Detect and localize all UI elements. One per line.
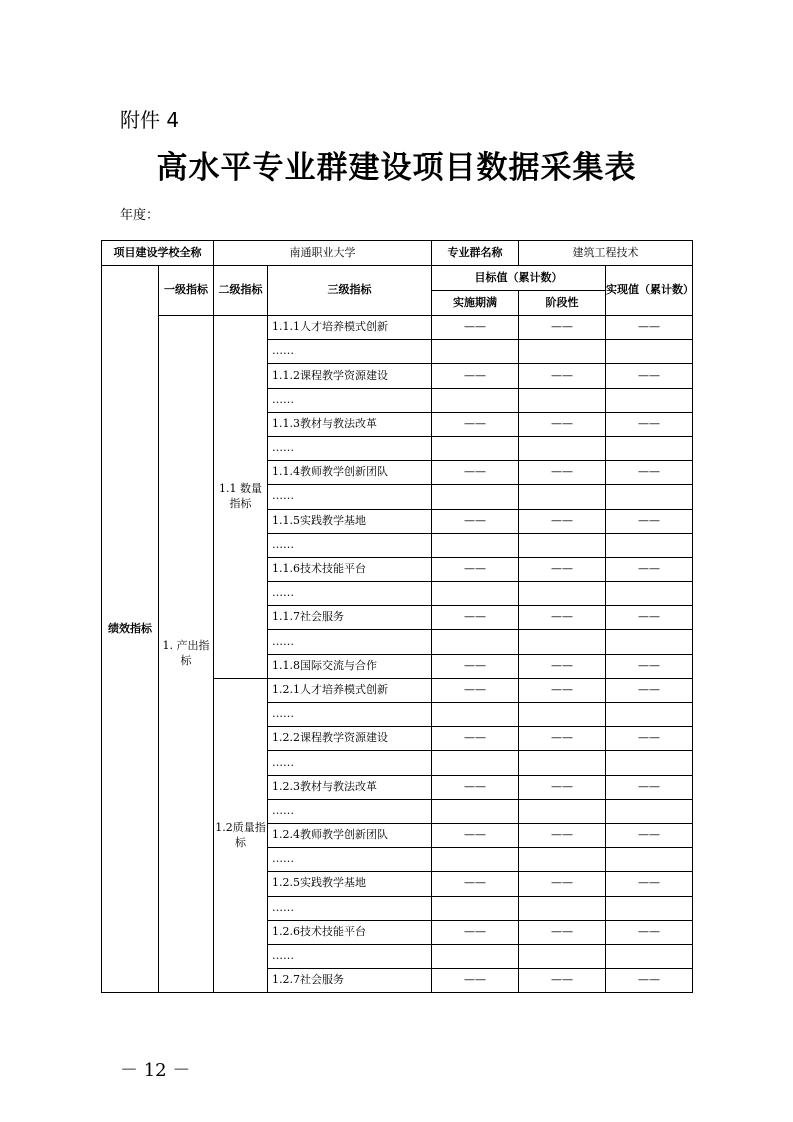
empty-cell: [432, 582, 519, 606]
empty-cell: [519, 799, 606, 823]
empty-cell: [519, 944, 606, 968]
actual-cell: ——: [606, 606, 693, 630]
actual-cell: ——: [606, 872, 693, 896]
empty-cell: [519, 703, 606, 727]
empty-cell: [432, 944, 519, 968]
target-full-cell: ——: [432, 727, 519, 751]
level1-cell: 1. 产出指标: [159, 316, 214, 993]
target-stage-cell: ——: [519, 678, 606, 702]
actual-cell: ——: [606, 727, 693, 751]
target-stage-cell: ——: [519, 557, 606, 581]
actual-cell: ——: [606, 412, 693, 436]
level3-item: 1.2.2课程教学资源建设: [268, 727, 432, 751]
target-stage-cell: ——: [519, 509, 606, 533]
empty-cell: [432, 703, 519, 727]
target-full-cell: ——: [432, 775, 519, 799]
level3-item: 1.1.5实践教学基地: [268, 509, 432, 533]
level3-item: 1.2.5实践教学基地: [268, 872, 432, 896]
target-stage-cell: ——: [519, 412, 606, 436]
target-full-cell: ——: [432, 606, 519, 630]
empty-cell: [519, 848, 606, 872]
empty-cell: [606, 630, 693, 654]
actual-cell: ——: [606, 557, 693, 581]
empty-cell: [606, 703, 693, 727]
group-value: 建筑工程技术: [519, 241, 693, 266]
data-collection-table: [101, 240, 693, 993]
level3-item: 1.1.2课程教学资源建设: [268, 364, 432, 388]
actual-cell: ——: [606, 775, 693, 799]
actual-cell: ——: [606, 969, 693, 993]
actual-cell: ——: [606, 461, 693, 485]
target-stage-cell: ——: [519, 461, 606, 485]
target-stage-header: 阶段性: [519, 291, 606, 316]
empty-cell: [519, 751, 606, 775]
empty-cell: [519, 388, 606, 412]
actual-cell: ——: [606, 509, 693, 533]
level2-header: 二级指标: [214, 266, 268, 316]
empty-cell: [606, 944, 693, 968]
level2-cell: 1.1 数量指标: [214, 316, 268, 679]
ellipsis-item: ……: [268, 582, 432, 606]
actual-cell: ——: [606, 920, 693, 944]
empty-cell: [432, 896, 519, 920]
level3-item: 1.1.1人才培养模式创新: [268, 316, 432, 340]
target-full-cell: ——: [432, 654, 519, 678]
level3-item: 1.2.6技术技能平台: [268, 920, 432, 944]
target-full-cell: ——: [432, 823, 519, 847]
ellipsis-item: ……: [268, 533, 432, 557]
empty-cell: [432, 436, 519, 460]
target-full-cell: ——: [432, 316, 519, 340]
target-stage-cell: ——: [519, 727, 606, 751]
empty-cell: [432, 630, 519, 654]
target-full-cell: ——: [432, 557, 519, 581]
target-stage-cell: ——: [519, 872, 606, 896]
target-stage-cell: ——: [519, 920, 606, 944]
actual-header: 实现值（累计数）: [606, 266, 693, 316]
actual-cell: ——: [606, 823, 693, 847]
level3-item: 1.1.8国际交流与合作: [268, 654, 432, 678]
ellipsis-item: ……: [268, 751, 432, 775]
group-label: 专业群名称: [432, 241, 519, 266]
empty-cell: [519, 485, 606, 509]
ellipsis-item: ……: [268, 703, 432, 727]
empty-cell: [432, 533, 519, 557]
target-stage-cell: ——: [519, 606, 606, 630]
level3-header: 三级指标: [268, 266, 432, 316]
empty-cell: [519, 582, 606, 606]
actual-cell: ——: [606, 678, 693, 702]
empty-cell: [432, 388, 519, 412]
empty-cell: [432, 799, 519, 823]
school-value: 南通职业大学: [214, 241, 432, 266]
empty-cell: [606, 582, 693, 606]
empty-cell: [519, 896, 606, 920]
empty-cell: [606, 388, 693, 412]
ellipsis-item: ……: [268, 944, 432, 968]
target-full-cell: ——: [432, 920, 519, 944]
ellipsis-item: ……: [268, 388, 432, 412]
empty-cell: [432, 485, 519, 509]
ellipsis-item: ……: [268, 436, 432, 460]
target-full-cell: ——: [432, 364, 519, 388]
empty-cell: [606, 436, 693, 460]
target-stage-cell: ——: [519, 823, 606, 847]
actual-cell: ——: [606, 654, 693, 678]
target-full-cell: ——: [432, 872, 519, 896]
ellipsis-item: ……: [268, 340, 432, 364]
empty-cell: [519, 436, 606, 460]
actual-cell: ——: [606, 364, 693, 388]
level3-item: 1.2.1人才培养模式创新: [268, 678, 432, 702]
target-stage-cell: ——: [519, 654, 606, 678]
target-stage-cell: ——: [519, 316, 606, 340]
empty-cell: [606, 533, 693, 557]
ellipsis-item: ……: [268, 799, 432, 823]
target-stage-cell: ——: [519, 969, 606, 993]
level3-item: 1.1.3教材与教法改革: [268, 412, 432, 436]
empty-cell: [606, 896, 693, 920]
ellipsis-item: ……: [268, 485, 432, 509]
target-full-cell: ——: [432, 412, 519, 436]
level3-item: 1.2.3教材与教法改革: [268, 775, 432, 799]
ellipsis-item: ……: [268, 848, 432, 872]
school-label: 项目建设学校全称: [102, 241, 214, 266]
target-full-header: 实施期满: [432, 291, 519, 316]
level3-item: 1.1.6技术技能平台: [268, 557, 432, 581]
empty-cell: [519, 533, 606, 557]
empty-cell: [606, 799, 693, 823]
level3-item: 1.2.7社会服务: [268, 969, 432, 993]
target-full-cell: ——: [432, 461, 519, 485]
level2-cell: 1.2质量指标: [214, 678, 268, 992]
empty-cell: [432, 848, 519, 872]
page-title: 高水平专业群建设项目数据采集表: [156, 150, 637, 186]
year-label: 年度：: [120, 208, 160, 223]
actual-cell: ——: [606, 316, 693, 340]
page-number: － 12 －: [120, 1060, 191, 1081]
performance-indicator-cell: 绩效指标: [102, 266, 159, 993]
empty-cell: [432, 751, 519, 775]
target-full-cell: ——: [432, 678, 519, 702]
attachment-label: 附件 4: [120, 108, 180, 132]
level3-item: 1.2.4教师教学创新团队: [268, 823, 432, 847]
table-row: [102, 316, 693, 340]
ellipsis-item: ……: [268, 896, 432, 920]
empty-cell: [606, 848, 693, 872]
target-full-cell: ——: [432, 509, 519, 533]
level3-item: 1.1.4教师教学创新团队: [268, 461, 432, 485]
target-full-cell: ——: [432, 969, 519, 993]
empty-cell: [606, 751, 693, 775]
ellipsis-item: ……: [268, 630, 432, 654]
target-header: 目标值（累计数）: [432, 266, 606, 291]
empty-cell: [606, 340, 693, 364]
level3-item: 1.1.7社会服务: [268, 606, 432, 630]
empty-cell: [432, 340, 519, 364]
empty-cell: [606, 485, 693, 509]
level1-header: 一级指标: [159, 266, 214, 316]
target-stage-cell: ——: [519, 364, 606, 388]
target-stage-cell: ——: [519, 775, 606, 799]
empty-cell: [519, 630, 606, 654]
empty-cell: [519, 340, 606, 364]
